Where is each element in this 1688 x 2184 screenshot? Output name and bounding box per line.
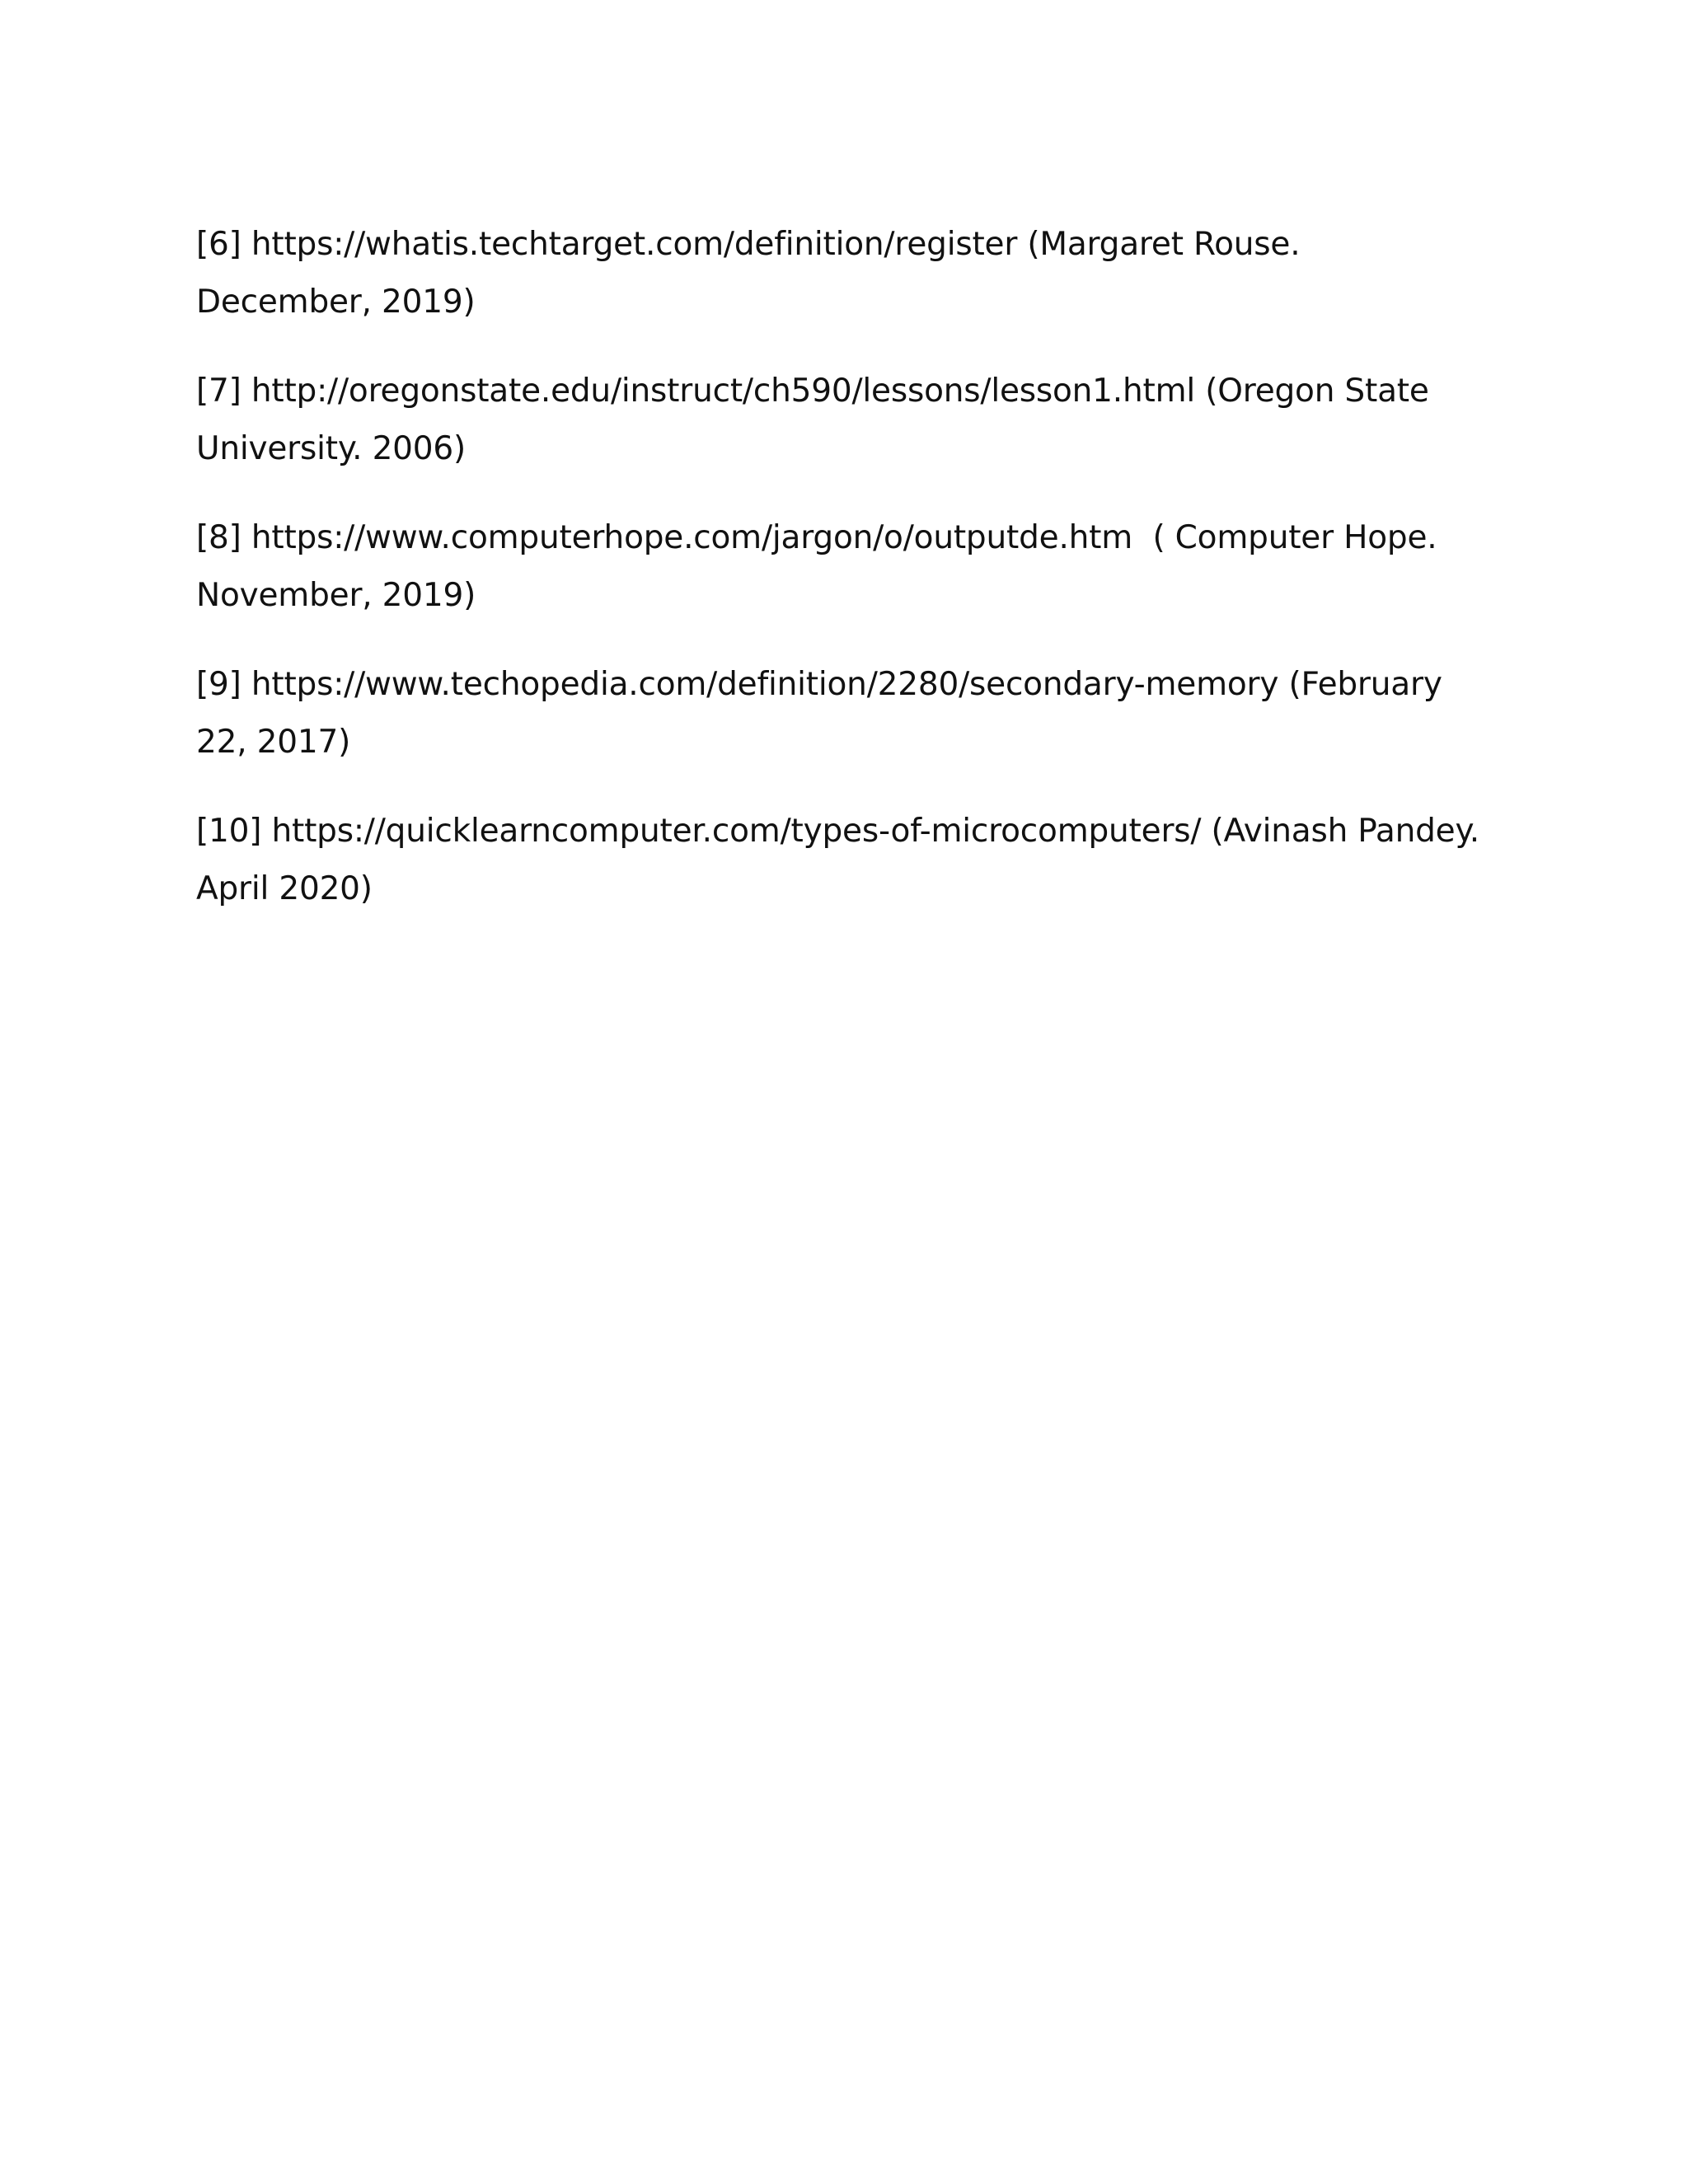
reference-item-7: [7] http://oregonstate.edu/instruct/ch590/lessons/lesson1.html (Oregon State University. 2006) bbox=[196, 373, 1439, 467]
reference-item-9: [9] https://www.techopedia.com/definition/2280/secondary-memory (February 22, 2017) bbox=[196, 666, 1452, 761]
reference-list bbox=[196, 216, 1490, 949]
reference-item-10: [10] https://quicklearncomputer.com/types-of-microcomputers/ (Avinash Pandey. April 2020) bbox=[196, 813, 1490, 907]
reference-item-8: [8] https://www.computerhope.com/jargon/o/outputde.htm ( Computer Hope. November, 2019) bbox=[196, 519, 1447, 614]
reference-item-6: [6] https://whatis.techtarget.com/definition/register (Margaret Rouse. December, 2019) bbox=[196, 226, 1311, 321]
